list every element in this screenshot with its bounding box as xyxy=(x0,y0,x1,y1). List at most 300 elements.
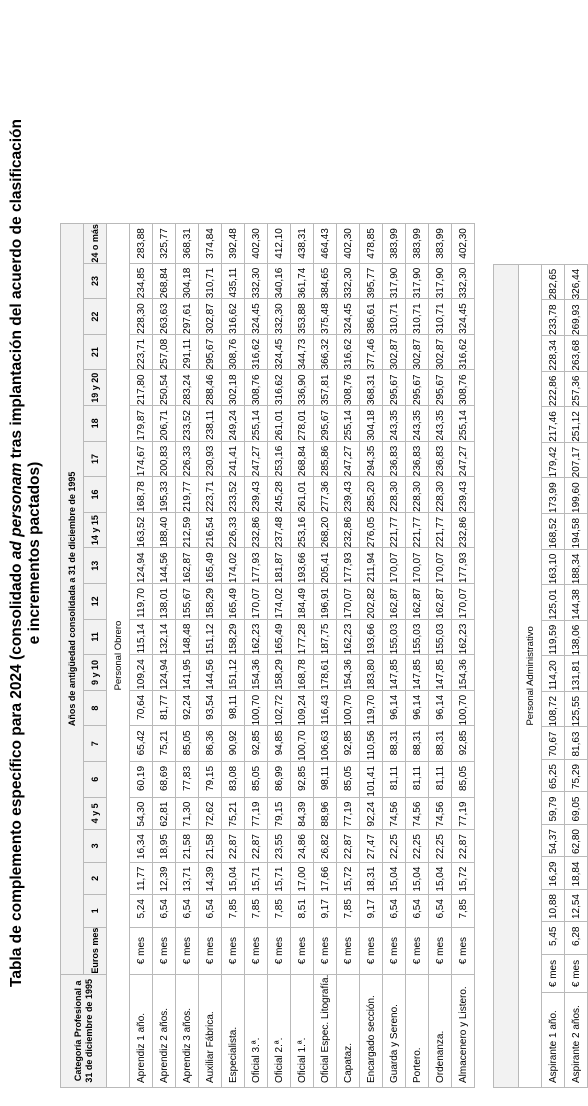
year-header: 24 o más xyxy=(84,224,107,264)
table-row xyxy=(452,224,475,1088)
value-cell: 188,34 xyxy=(565,549,588,585)
page-title xyxy=(8,0,44,1106)
category-cell: Aprendiz 1 año. xyxy=(130,974,153,1087)
value-cell: 81,63 xyxy=(565,727,588,760)
value-cell: 22,25 xyxy=(383,830,406,863)
unit-cell: € mes xyxy=(153,927,176,974)
value-cell: 317,90 xyxy=(429,263,452,299)
value-cell: 88,96 xyxy=(314,797,337,830)
value-cell: 304,18 xyxy=(360,406,383,442)
value-cell: 310,71 xyxy=(429,299,452,335)
value-cell: 217,80 xyxy=(130,370,153,406)
value-cell: 257,36 xyxy=(565,371,588,407)
value-cell: 6,54 xyxy=(199,895,222,928)
unit-cell: € mes xyxy=(565,955,588,993)
value-cell: 162,23 xyxy=(337,619,360,655)
value-cell: 11,77 xyxy=(130,862,153,895)
value-cell: 402,30 xyxy=(337,224,360,264)
value-cell: 239,43 xyxy=(452,477,475,513)
value-cell: 155,03 xyxy=(429,619,452,655)
value-cell: 75,29 xyxy=(565,760,588,793)
value-cell: 332,30 xyxy=(245,263,268,299)
value-cell: 181,87 xyxy=(268,548,291,584)
value-cell: 147,85 xyxy=(383,655,406,691)
value-cell: 247,27 xyxy=(337,441,360,477)
value-cell: 184,49 xyxy=(291,584,314,620)
value-cell: 324,45 xyxy=(452,299,475,335)
value-cell: 316,62 xyxy=(222,299,245,335)
value-cell: 316,62 xyxy=(452,334,475,370)
value-cell: 205,41 xyxy=(314,548,337,584)
unit-cell: € mes xyxy=(199,927,222,974)
value-cell: 386,61 xyxy=(360,299,383,335)
value-cell: 211,94 xyxy=(360,548,383,584)
value-cell: 162,23 xyxy=(452,619,475,655)
table-row xyxy=(565,264,588,1087)
value-cell: 90,92 xyxy=(222,726,245,762)
table-row xyxy=(291,224,314,1088)
value-cell: 65,42 xyxy=(130,726,153,762)
value-cell: 245,28 xyxy=(268,477,291,513)
value-cell: 249,24 xyxy=(222,406,245,442)
value-cell: 147,85 xyxy=(429,655,452,691)
value-cell: 237,48 xyxy=(268,512,291,548)
unit-cell: € mes xyxy=(406,927,429,974)
value-cell: 304,18 xyxy=(176,263,199,299)
value-cell: 18,31 xyxy=(360,862,383,895)
value-cell: 83,08 xyxy=(222,761,245,797)
value-cell: 325,77 xyxy=(153,224,176,264)
value-cell: 71,30 xyxy=(176,797,199,830)
obrero-table xyxy=(60,223,475,1088)
value-cell: 234,85 xyxy=(130,263,153,299)
value-cell: 316,62 xyxy=(245,334,268,370)
value-cell: 226,33 xyxy=(176,441,199,477)
value-cell: 247,27 xyxy=(245,441,268,477)
value-cell: 77,19 xyxy=(337,797,360,830)
unit-cell: € mes xyxy=(245,927,268,974)
value-cell: 81,11 xyxy=(406,761,429,797)
year-header: 4 y 5 xyxy=(84,797,107,830)
value-cell: 277,36 xyxy=(314,477,337,513)
value-cell: 202,82 xyxy=(360,584,383,620)
value-cell: 219,77 xyxy=(176,477,199,513)
value-cell: 177,28 xyxy=(291,619,314,655)
value-cell: 302,87 xyxy=(383,334,406,370)
value-cell: 232,86 xyxy=(337,512,360,548)
value-cell: 15,72 xyxy=(337,862,360,895)
value-cell: 7,85 xyxy=(337,895,360,928)
value-cell: 177,93 xyxy=(337,548,360,584)
unit-cell: € mes xyxy=(314,927,337,974)
value-cell: 179,42 xyxy=(542,442,565,478)
value-cell: 392,48 xyxy=(222,224,245,264)
value-cell: 6,54 xyxy=(176,895,199,928)
value-cell: 165,49 xyxy=(268,619,291,655)
value-cell: 285,86 xyxy=(314,441,337,477)
section-label-administrativo: Personal Administrativo xyxy=(519,264,542,1087)
value-cell: 308,76 xyxy=(222,334,245,370)
value-cell: 162,23 xyxy=(245,619,268,655)
value-cell: 295,67 xyxy=(199,334,222,370)
value-cell: 170,07 xyxy=(245,584,268,620)
table-row xyxy=(429,224,452,1088)
value-cell: 5,45 xyxy=(542,922,565,955)
value-cell: 317,90 xyxy=(383,263,406,299)
value-cell: 88,31 xyxy=(383,726,406,762)
title-line-2: e incrementos pactados) xyxy=(26,461,43,645)
year-header: 17 xyxy=(84,441,107,477)
value-cell: 253,16 xyxy=(291,512,314,548)
value-cell: 228,30 xyxy=(429,477,452,513)
value-cell: 151,12 xyxy=(199,619,222,655)
value-cell: 308,76 xyxy=(337,370,360,406)
value-cell: 15,04 xyxy=(222,862,245,895)
value-cell: 368,31 xyxy=(176,224,199,264)
value-cell: 269,93 xyxy=(565,300,588,336)
value-cell: 70,64 xyxy=(130,690,153,726)
table-row xyxy=(406,224,429,1088)
value-cell: 255,14 xyxy=(452,406,475,442)
value-cell: 283,88 xyxy=(130,224,153,264)
value-cell: 165,49 xyxy=(222,584,245,620)
value-cell: 261,01 xyxy=(291,477,314,513)
value-cell: 236,83 xyxy=(383,441,406,477)
value-cell: 162,87 xyxy=(176,548,199,584)
value-cell: 326,44 xyxy=(565,264,588,300)
unit-cell: € mes xyxy=(542,955,565,993)
value-cell: 102,72 xyxy=(268,690,291,726)
value-cell: 402,30 xyxy=(245,224,268,264)
value-cell: 222,86 xyxy=(542,371,565,407)
value-cell: 86,36 xyxy=(199,726,222,762)
table-row xyxy=(268,224,291,1088)
value-cell: 79,15 xyxy=(268,797,291,830)
value-cell: 138,01 xyxy=(153,584,176,620)
value-cell: 332,30 xyxy=(452,263,475,299)
value-cell: 223,71 xyxy=(199,477,222,513)
value-cell: 193,66 xyxy=(360,619,383,655)
value-cell: 154,36 xyxy=(452,655,475,691)
value-cell: 174,67 xyxy=(130,441,153,477)
value-cell: 268,84 xyxy=(153,263,176,299)
value-cell: 7,85 xyxy=(452,895,475,928)
value-cell: 155,03 xyxy=(406,619,429,655)
value-cell: 233,78 xyxy=(542,300,565,336)
value-cell: 297,61 xyxy=(176,299,199,335)
title-line-1: Tabla de complemento específico para 2024 (consolidado ad personam tras implantación del acuerdo de clasificación xyxy=(8,119,25,987)
value-cell: 361,74 xyxy=(291,263,314,299)
category-cell: Portero. xyxy=(406,974,429,1087)
value-cell: 295,67 xyxy=(314,406,337,442)
value-cell: 268,84 xyxy=(291,441,314,477)
value-cell: 92,24 xyxy=(360,797,383,830)
value-cell: 22,87 xyxy=(337,830,360,863)
unit-cell: € mes xyxy=(130,927,153,974)
category-cell: Oficial 3.ª. xyxy=(245,974,268,1087)
value-cell: 22,25 xyxy=(406,830,429,863)
value-cell: 188,40 xyxy=(153,512,176,548)
value-cell: 144,56 xyxy=(153,548,176,584)
value-cell: 88,31 xyxy=(406,726,429,762)
value-cell: 162,87 xyxy=(406,584,429,620)
value-cell: 92,24 xyxy=(176,690,199,726)
value-cell: 148,48 xyxy=(176,619,199,655)
value-cell: 85,05 xyxy=(245,761,268,797)
value-cell: 178,61 xyxy=(314,655,337,691)
value-cell: 261,01 xyxy=(268,406,291,442)
value-cell: 295,67 xyxy=(406,370,429,406)
table-row xyxy=(153,224,176,1088)
value-cell: 223,71 xyxy=(130,334,153,370)
obrero-body xyxy=(107,224,475,1088)
value-cell: 92,85 xyxy=(291,761,314,797)
value-cell: 239,43 xyxy=(337,477,360,513)
value-cell: 59,79 xyxy=(542,792,565,825)
value-cell: 162,87 xyxy=(383,584,406,620)
value-cell: 263,63 xyxy=(153,299,176,335)
year-header: 18 xyxy=(84,406,107,442)
value-cell: 12,39 xyxy=(153,862,176,895)
category-cell: Auxiliar Fábrica. xyxy=(199,974,222,1087)
value-cell: 106,63 xyxy=(314,726,337,762)
value-cell: 377,46 xyxy=(360,334,383,370)
category-cell: Aprendiz 2 años. xyxy=(153,974,176,1087)
value-cell: 193,66 xyxy=(291,548,314,584)
value-cell: 158,29 xyxy=(268,655,291,691)
value-cell: 384,65 xyxy=(314,263,337,299)
value-cell: 75,21 xyxy=(222,797,245,830)
value-cell: 412,10 xyxy=(268,224,291,264)
category-cell: Oficial 1.ª. xyxy=(291,974,314,1087)
value-cell: 316,62 xyxy=(268,370,291,406)
year-header: 11 xyxy=(84,619,107,655)
value-cell: 60,19 xyxy=(130,761,153,797)
value-cell: 170,07 xyxy=(406,548,429,584)
value-cell: 22,87 xyxy=(245,830,268,863)
value-cell: 230,93 xyxy=(199,441,222,477)
value-cell: 131,81 xyxy=(565,656,588,692)
value-cell: 233,52 xyxy=(222,477,245,513)
value-cell: 10,88 xyxy=(542,890,565,923)
value-cell: 7,85 xyxy=(245,895,268,928)
value-cell: 302,87 xyxy=(429,334,452,370)
value-cell: 173,99 xyxy=(542,478,565,514)
year-header: 23 xyxy=(84,263,107,299)
value-cell: 155,03 xyxy=(383,619,406,655)
value-cell: 155,67 xyxy=(176,584,199,620)
value-cell: 212,59 xyxy=(176,512,199,548)
value-cell: 366,32 xyxy=(314,334,337,370)
value-cell: 18,84 xyxy=(565,857,588,890)
value-cell: 69,05 xyxy=(565,792,588,825)
value-cell: 340,16 xyxy=(268,263,291,299)
value-cell: 75,21 xyxy=(153,726,176,762)
value-cell: 86,99 xyxy=(268,761,291,797)
value-cell: 238,11 xyxy=(199,406,222,442)
value-cell: 302,87 xyxy=(199,299,222,335)
value-cell: 308,76 xyxy=(245,370,268,406)
value-cell: 233,52 xyxy=(176,406,199,442)
value-cell: 62,81 xyxy=(153,797,176,830)
value-cell: 6,54 xyxy=(406,895,429,928)
value-cell: 100,70 xyxy=(337,690,360,726)
year-header: 12 xyxy=(84,584,107,620)
value-cell: 187,75 xyxy=(314,619,337,655)
value-cell: 255,14 xyxy=(337,406,360,442)
value-cell: 217,46 xyxy=(542,407,565,443)
value-cell: 26,82 xyxy=(314,830,337,863)
value-cell: 114,20 xyxy=(542,656,565,692)
value-cell: 96,14 xyxy=(429,690,452,726)
value-cell: 177,93 xyxy=(245,548,268,584)
value-cell: 310,71 xyxy=(199,263,222,299)
value-cell: 243,35 xyxy=(383,406,406,442)
category-cell: Aspirante 1 año. xyxy=(542,993,565,1088)
value-cell: 291,11 xyxy=(176,334,199,370)
value-cell: 278,01 xyxy=(291,406,314,442)
value-cell: 216,54 xyxy=(199,512,222,548)
year-header: 2 xyxy=(84,862,107,895)
value-cell: 154,36 xyxy=(337,655,360,691)
euros-mes-header: Euros mes xyxy=(84,927,107,974)
value-cell: 94,85 xyxy=(268,726,291,762)
value-cell: 21,58 xyxy=(176,830,199,863)
value-cell: 317,90 xyxy=(406,263,429,299)
value-cell: 138,06 xyxy=(565,620,588,656)
value-cell: 251,12 xyxy=(565,407,588,443)
value-cell: 243,35 xyxy=(429,406,452,442)
value-cell: 236,83 xyxy=(406,441,429,477)
category-cell: Encargado sección. xyxy=(360,974,383,1087)
value-cell: 228,30 xyxy=(383,477,406,513)
category-cell: Ordenanza. xyxy=(429,974,452,1087)
administrativo-body xyxy=(494,264,588,1087)
value-cell: 23,55 xyxy=(268,830,291,863)
value-cell: 179,87 xyxy=(130,406,153,442)
value-cell: 374,84 xyxy=(199,224,222,264)
value-cell: 478,85 xyxy=(360,224,383,264)
value-cell: 257,08 xyxy=(153,334,176,370)
value-cell: 168,52 xyxy=(542,513,565,549)
year-header: 21 xyxy=(84,334,107,370)
table-row xyxy=(383,224,406,1088)
value-cell: 402,30 xyxy=(452,224,475,264)
value-cell: 438,31 xyxy=(291,224,314,264)
administrativo-table xyxy=(493,264,588,1088)
unit-cell: € mes xyxy=(291,927,314,974)
value-cell: 15,72 xyxy=(452,862,475,895)
value-cell: 168,78 xyxy=(130,477,153,513)
value-cell: 15,04 xyxy=(406,862,429,895)
value-cell: 332,30 xyxy=(337,263,360,299)
value-cell: 221,77 xyxy=(429,512,452,548)
value-cell: 196,91 xyxy=(314,584,337,620)
category-cell: Oficial Espec. Litografía. xyxy=(314,974,337,1087)
value-cell: 98,11 xyxy=(314,761,337,797)
value-cell: 27,47 xyxy=(360,830,383,863)
value-cell: 74,56 xyxy=(383,797,406,830)
table-row xyxy=(245,224,268,1088)
value-cell: 8,51 xyxy=(291,895,314,928)
value-cell: 232,86 xyxy=(452,512,475,548)
value-cell: 124,94 xyxy=(130,548,153,584)
value-cell: 54,37 xyxy=(542,825,565,858)
year-header: 3 xyxy=(84,830,107,863)
value-cell: 170,07 xyxy=(452,584,475,620)
value-cell: 15,71 xyxy=(245,862,268,895)
category-cell: Almacenero y Listero. xyxy=(452,974,475,1087)
value-cell: 62,80 xyxy=(565,825,588,858)
value-cell: 368,31 xyxy=(360,370,383,406)
value-cell: 162,87 xyxy=(429,584,452,620)
value-cell: 295,67 xyxy=(383,370,406,406)
value-cell: 228,30 xyxy=(130,299,153,335)
value-cell: 200,83 xyxy=(153,441,176,477)
value-cell: 85,05 xyxy=(337,761,360,797)
category-cell: Especialista. xyxy=(222,974,245,1087)
value-cell: 285,20 xyxy=(360,477,383,513)
category-cell: Aspirante 2 años. xyxy=(565,993,588,1088)
value-cell: 6,54 xyxy=(429,895,452,928)
value-cell: 70,67 xyxy=(542,727,565,760)
section-row-obrero xyxy=(107,224,130,1088)
value-cell: 154,36 xyxy=(245,655,268,691)
value-cell: 163,10 xyxy=(542,549,565,585)
value-cell: 383,99 xyxy=(383,224,406,264)
value-cell: 12,54 xyxy=(565,890,588,923)
value-cell: 253,16 xyxy=(268,441,291,477)
value-cell: 144,56 xyxy=(199,655,222,691)
value-cell: 344,73 xyxy=(291,334,314,370)
value-cell: 183,80 xyxy=(360,655,383,691)
value-cell: 228,30 xyxy=(406,477,429,513)
value-cell: 77,19 xyxy=(245,797,268,830)
value-cell: 79,15 xyxy=(199,761,222,797)
value-cell: 332,30 xyxy=(268,299,291,335)
year-header: 6 xyxy=(84,761,107,797)
value-cell: 324,45 xyxy=(337,299,360,335)
value-cell: 221,77 xyxy=(406,512,429,548)
unit-cell: € mes xyxy=(429,927,452,974)
value-cell: 168,78 xyxy=(291,655,314,691)
value-cell: 72,62 xyxy=(199,797,222,830)
value-cell: 119,59 xyxy=(542,620,565,656)
value-cell: 9,17 xyxy=(314,895,337,928)
value-cell: 17,66 xyxy=(314,862,337,895)
value-cell: 85,05 xyxy=(452,761,475,797)
value-cell: 92,85 xyxy=(245,726,268,762)
value-cell: 6,54 xyxy=(383,895,406,928)
value-cell: 100,70 xyxy=(452,690,475,726)
value-cell: 119,70 xyxy=(360,690,383,726)
value-cell: 13,71 xyxy=(176,862,199,895)
value-cell: 16,34 xyxy=(130,830,153,863)
antiguedad-header: Años de antigüedad consolidada a 31 de diciembre de 1995 xyxy=(61,224,84,974)
value-cell: 464,43 xyxy=(314,224,337,264)
section-label-obrero: Personal Obrero xyxy=(107,224,130,1088)
table-row xyxy=(176,224,199,1088)
value-cell: 109,24 xyxy=(130,655,153,691)
unit-cell: € mes xyxy=(383,927,406,974)
value-cell: 324,45 xyxy=(268,334,291,370)
value-cell: 141,95 xyxy=(176,655,199,691)
value-cell: 100,70 xyxy=(291,726,314,762)
unit-cell: € mes xyxy=(222,927,245,974)
value-cell: 207,17 xyxy=(565,442,588,478)
section-row-administrativo xyxy=(519,264,542,1087)
value-cell: 283,24 xyxy=(176,370,199,406)
